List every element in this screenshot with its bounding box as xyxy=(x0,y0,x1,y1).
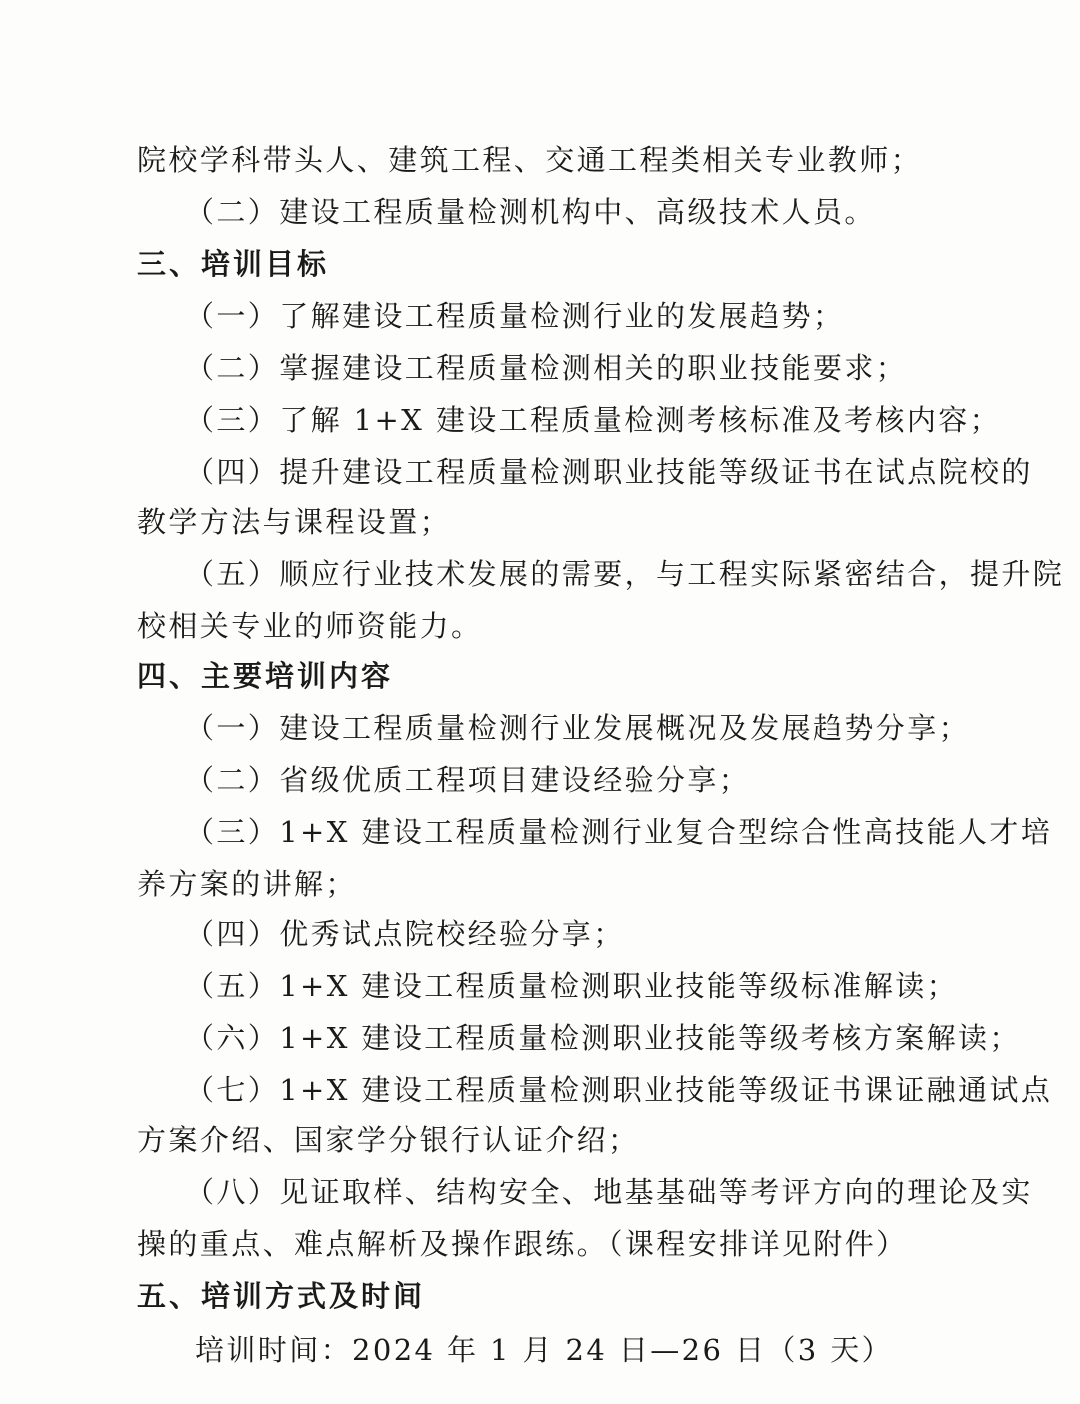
text-line: 养方案的讲解； xyxy=(137,867,357,901)
text-line: 方案介绍、国家学分银行认证介绍； xyxy=(137,1123,640,1157)
text-line: （二）掌握建设工程质量检测相关的职业技能要求； xyxy=(185,351,908,385)
text-line: （四）提升建设工程质量检测职业技能等级证书在试点院校的 xyxy=(185,455,1033,489)
text-line: （二）省级优质工程项目建设经验分享； xyxy=(185,763,751,797)
section-heading: 五、培训方式及时间 xyxy=(137,1279,426,1313)
text-line: （二）建设工程质量检测机构中、高级技术人员。 xyxy=(185,195,876,229)
text-line: 培训时间：2024 年 1 月 24 日—26 日（3 天） xyxy=(195,1333,894,1367)
text-line: （三）1+X 建设工程质量检测行业复合型综合性高技能人才培 xyxy=(185,815,1053,849)
text-line: （五）顺应行业技术发展的需要，与工程实际紧密结合，提升院 xyxy=(185,557,1065,591)
text-line: 教学方法与课程设置； xyxy=(137,505,452,539)
text-line: （一）了解建设工程质量检测行业的发展趋势； xyxy=(185,299,845,333)
text-line: （四）优秀试点院校经验分享； xyxy=(185,917,625,951)
text-line: （五）1+X 建设工程质量检测职业技能等级标准解读； xyxy=(185,969,959,1003)
text-line: 院校学科带头人、建筑工程、交通工程类相关专业教师； xyxy=(137,143,923,177)
text-line: （一）建设工程质量检测行业发展概况及发展趋势分享； xyxy=(185,711,971,745)
section-heading: 三、培训目标 xyxy=(137,247,330,281)
text-line: （三）了解 1+X 建设工程质量检测考核标准及考核内容； xyxy=(185,403,1002,437)
text-line: 校相关专业的师资能力。 xyxy=(137,609,483,643)
text-line: （六）1+X 建设工程质量检测职业技能等级考核方案解读； xyxy=(185,1021,1021,1055)
text-line: （八）见证取样、结构安全、地基基础等考评方向的理论及实 xyxy=(185,1175,1033,1209)
text-line: （七）1+X 建设工程质量检测职业技能等级证书课证融通试点 xyxy=(185,1073,1053,1107)
text-line: 操的重点、难点解析及操作跟练。（课程安排详见附件） xyxy=(137,1227,908,1261)
section-heading: 四、主要培训内容 xyxy=(137,659,394,693)
